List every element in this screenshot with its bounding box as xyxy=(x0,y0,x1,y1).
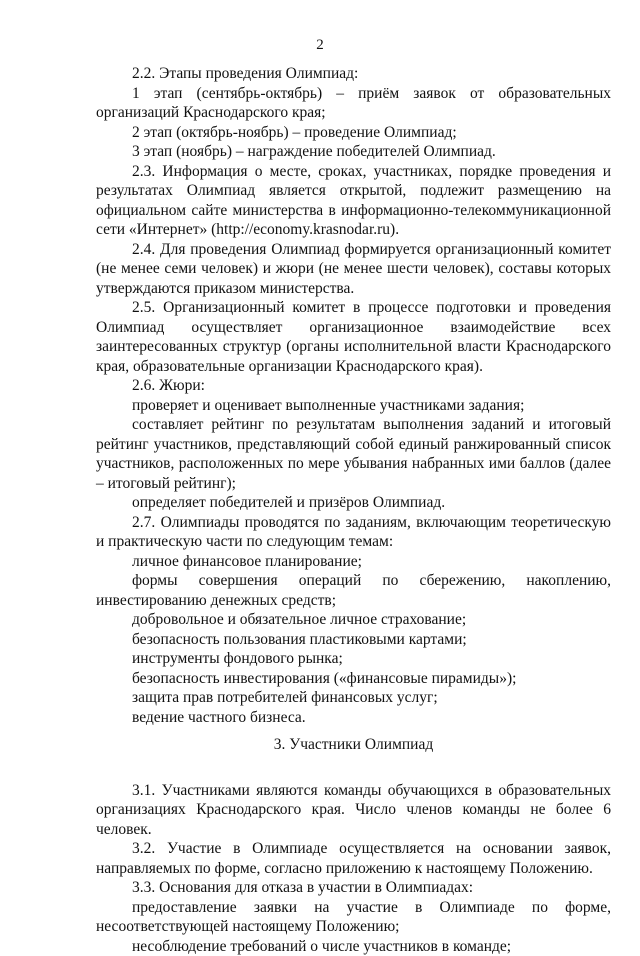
paragraph-2-7: 2.7. Олимпиады проводятся по заданиям, включающим теоретическую и практическую части по следующим темам: xyxy=(96,513,611,552)
paragraph-3-3: 3.3. Основания для отказа в участии в Олимпиадах: xyxy=(96,878,611,898)
paragraph-3-1: 3.1. Участниками являются команды обучающихся в образовательных организациях Краснодарского края. Число членов команды не более 6 человек. xyxy=(96,781,611,840)
paragraph-2-5: 2.5. Организационный комитет в процессе подготовки и проведения Олимпиад осуществляет организационное взаимодействие всех заинтересованных структур (органы исполнительной власти Краснодарского края, образовательные организации Краснодарского края). xyxy=(96,298,611,376)
document-body xyxy=(96,64,611,956)
paragraph-2-2: 2.2. Этапы проведения Олимпиад: xyxy=(96,64,611,84)
jury-item-1: проверяет и оценивает выполненные участниками задания; xyxy=(96,396,611,416)
paragraph-3-2: 3.2. Участие в Олимпиаде осуществляется на основании заявок, направляемых по форме, согласно приложению к настоящему Положению. xyxy=(96,839,611,878)
topic-item: безопасность инвестирования («финансовые пирамиды»); xyxy=(96,669,611,689)
section-3-heading: 3. Участники Олимпиад xyxy=(96,727,611,781)
topic-item: защита прав потребителей финансовых услуг; xyxy=(96,688,611,708)
topic-item: добровольное и обязательное личное страхование; xyxy=(96,610,611,630)
jury-item-3: определяет победителей и призёров Олимпиад. xyxy=(96,493,611,513)
refusal-item-1: предоставление заявки на участие в Олимпиаде по форме, несоответствующей настоящему Положению; xyxy=(96,898,611,937)
jury-item-2: составляет рейтинг по результатам выполнения заданий и итоговый рейтинг участников, представляющий собой единый ранжированный список участников, расположенных по мере убывания набранных ими баллов (далее – итоговый рейтинг); xyxy=(96,415,611,493)
topic-item: личное финансовое планирование; xyxy=(96,552,611,572)
paragraph-2-4: 2.4. Для проведения Олимпиад формируется организационный комитет (не менее семи человек) и жюри (не менее шести человек), составы которых утверждаются приказом министерства. xyxy=(96,240,611,299)
topic-item: формы совершения операций по сбережению, накоплению, инвестированию денежных средств; xyxy=(96,571,611,610)
topic-item: безопасность пользования пластиковыми картами; xyxy=(96,630,611,650)
stage-3-item: 3 этап (ноябрь) – награждение победителей Олимпиад. xyxy=(96,142,611,162)
stage-2-item: 2 этап (октябрь-ноябрь) – проведение Олимпиад; xyxy=(96,123,611,143)
stage-1-item: 1 этап (сентябрь-октябрь) – приём заявок от образовательных организаций Краснодарского края; xyxy=(96,84,611,123)
paragraph-2-3: 2.3. Информация о месте, сроках, участниках, порядке проведения и результатах Олимпиад является открытой, подлежит размещению на официальном сайте министерства в информационно-телекоммуникационной сети «Интернет» (http://economy.krasnodar.ru). xyxy=(96,162,611,240)
paragraph-2-6: 2.6. Жюри: xyxy=(96,376,611,396)
topic-item: инструменты фондового рынка; xyxy=(96,649,611,669)
page-number: 2 xyxy=(0,36,640,54)
topic-item: ведение частного бизнеса. xyxy=(96,708,611,728)
refusal-item-2: несоблюдение требований о числе участников в команде; xyxy=(96,937,611,956)
